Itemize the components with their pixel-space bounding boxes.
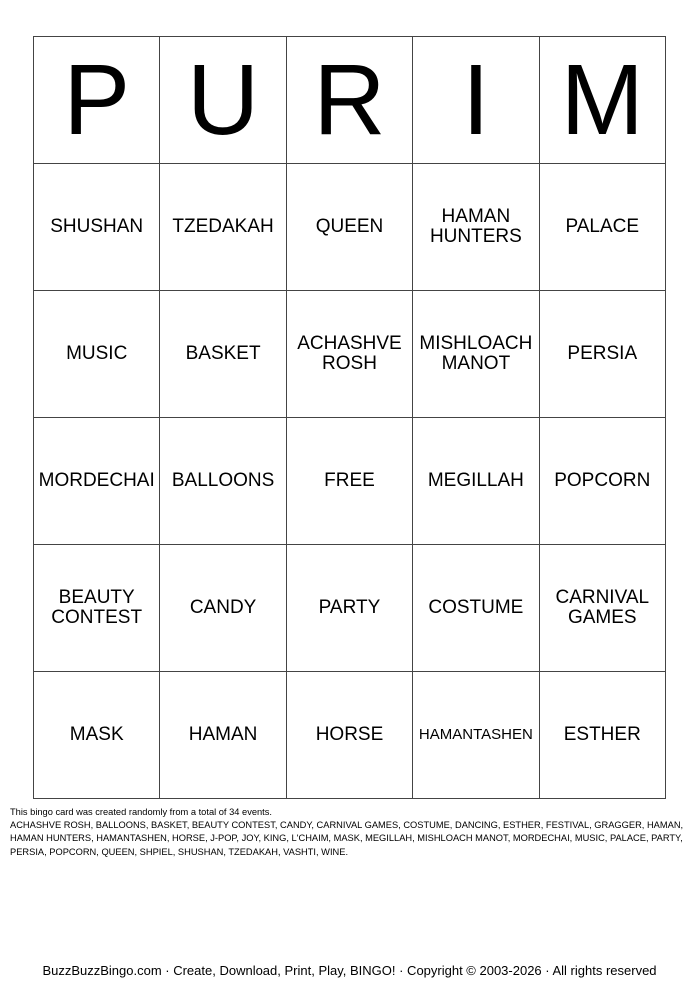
bingo-row-3 <box>34 418 666 545</box>
bingo-cell: MEGILLAH <box>413 418 539 545</box>
bingo-cell: TZEDAKAH <box>160 164 286 291</box>
bingo-cell: PALACE <box>539 164 665 291</box>
bingo-row-5 <box>34 672 666 799</box>
bingo-cell: QUEEN <box>286 164 412 291</box>
bingo-cell: BEAUTY CONTEST <box>34 545 160 672</box>
bingo-cell: BASKET <box>160 291 286 418</box>
bingo-cell: SHUSHAN <box>34 164 160 291</box>
bingo-cell: HAMANTASHEN <box>413 672 539 799</box>
event-list-note <box>10 806 690 859</box>
bingo-cell: ESTHER <box>539 672 665 799</box>
bingo-cell: PERSIA <box>539 291 665 418</box>
bingo-cell: MISHLOACH MANOT <box>413 291 539 418</box>
bingo-cell: ACHASHVE ROSH <box>286 291 412 418</box>
bingo-card <box>33 36 666 799</box>
bingo-cell: BALLOONS <box>160 418 286 545</box>
free-space-cell: FREE <box>286 418 412 545</box>
bingo-cell: HAMAN HUNTERS <box>413 164 539 291</box>
header-letter-r: R <box>286 37 412 164</box>
header-letter-u: U <box>160 37 286 164</box>
header-letter-p: P <box>34 37 160 164</box>
bingo-cell: MORDECHAI <box>34 418 160 545</box>
bingo-cell: COSTUME <box>413 545 539 672</box>
bingo-cell: HAMAN <box>160 672 286 799</box>
bingo-row-4 <box>34 545 666 672</box>
bingo-cell: HORSE <box>286 672 412 799</box>
site-footer: BuzzBuzzBingo.com · Create, Download, Print, Play, BINGO! · Copyright © 2003-2026 · All rights reserved <box>42 963 657 978</box>
bingo-cell: MASK <box>34 672 160 799</box>
bingo-cell: POPCORN <box>539 418 665 545</box>
header-letter-m: M <box>539 37 665 164</box>
bingo-cell: MUSIC <box>34 291 160 418</box>
header-letter-i: I <box>413 37 539 164</box>
bingo-row-1 <box>34 164 666 291</box>
bingo-cell: CANDY <box>160 545 286 672</box>
header-row <box>34 37 666 164</box>
bingo-row-2 <box>34 291 666 418</box>
event-list: ACHASHVE ROSH, BALLOONS, BASKET, BEAUTY CONTEST, CANDY, CARNIVAL GAMES, COSTUME, DANCING, ESTHER, FESTIVAL, GRAGGER, HAMAN, HAMAN HUNTERS, HAMANTASHEN, HORSE, J-POP, JOY, KING, L'CHAIM, MASK, MEGILLAH, MISHLOACH MANOT, MORDECHAI, MUSIC, PALACE, PARTY, PERSIA, POPCORN, QUEEN, SHPIEL, SHUSHAN, TZEDAKAH, VASHTI, WINE. <box>10 820 684 857</box>
bingo-cell: PARTY <box>286 545 412 672</box>
bingo-cell: CARNIVAL GAMES <box>539 545 665 672</box>
event-list-intro: This bingo card was created randomly from a total of 34 events. <box>10 807 272 817</box>
